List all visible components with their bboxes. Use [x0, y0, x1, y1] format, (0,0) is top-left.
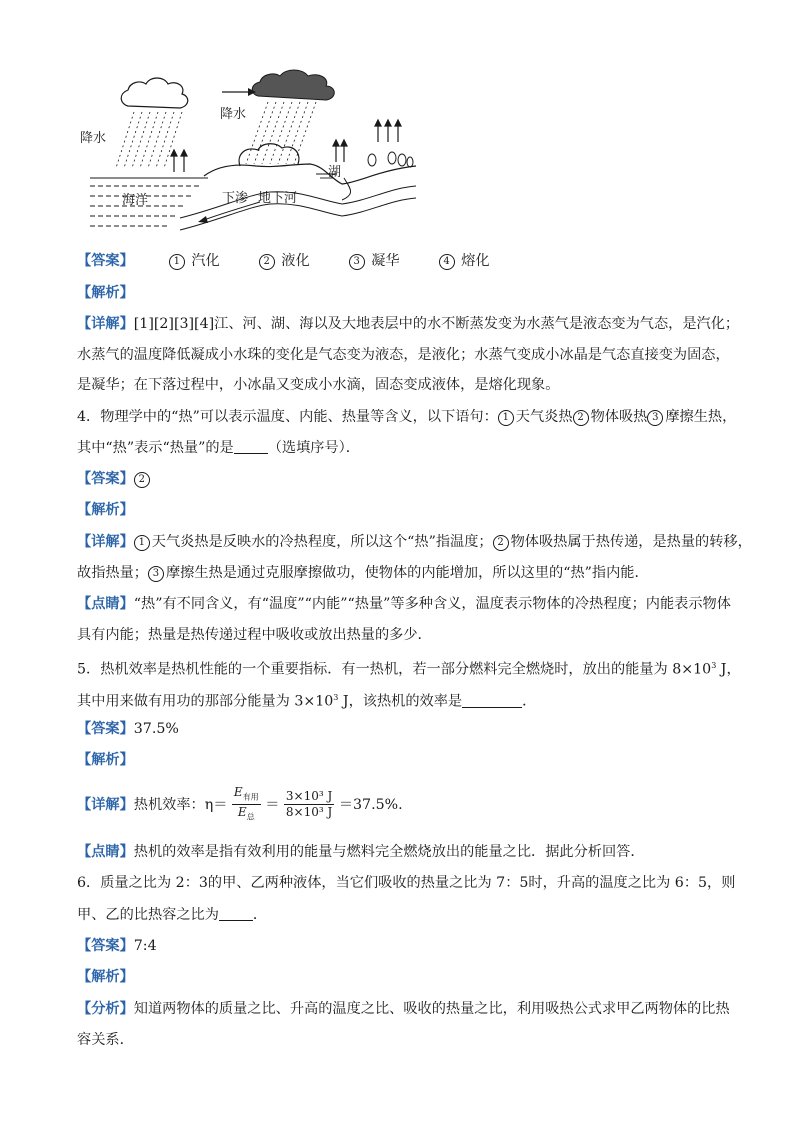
q5-analysis-line [77, 750, 134, 770]
q6-question-line-2 [77, 905, 267, 925]
q6-blank [219, 906, 253, 921]
right-cloud [252, 70, 334, 100]
answer-number-2: 2 [259, 254, 275, 270]
q4-question-line-2 [77, 438, 360, 458]
efficiency-fraction-1 [232, 785, 261, 825]
q4-detail-number-1: 1 [134, 535, 150, 551]
q5-answer: 37.5% [133, 721, 179, 737]
q4-answer-line [77, 469, 152, 489]
q6-stem-end: ． [252, 907, 268, 923]
q4-option-2-number: 2 [573, 410, 589, 426]
right-rain [246, 102, 316, 164]
left-rain [116, 112, 182, 168]
frac2-numerator: 3×10³ J [285, 789, 333, 804]
q4-option-3: 摩擦生热， [665, 409, 737, 425]
q4-stem-3: （选填序号）． [267, 440, 360, 456]
comment-tag: 【点睛】 [77, 596, 134, 612]
answer-2: 液化 [281, 253, 310, 269]
q5-comment-line [77, 842, 645, 862]
q4-option-1-number: 1 [498, 410, 514, 426]
analysis-tag: 【解析】 [77, 502, 134, 518]
q5-formula-result: ＝37.5%. [338, 796, 403, 813]
analysis2-tag: 【分析】 [77, 1001, 134, 1017]
detail-tag: 【详解】 [77, 316, 134, 332]
q4-stem-2: 其中“热”表示“热量”的是 [77, 440, 234, 456]
q6-analysis-text-line-1 [77, 999, 730, 1019]
q5-stem-1: 5．热机效率是热机性能的一个重要指标．有一热机，若一部分燃料完全燃烧时，放出的能量为 8×10 [77, 661, 712, 678]
label-seep: 下渗 [222, 191, 249, 206]
q4-stem: 4．物理学中的“热”可以表示温度、内能、热量等含义，以下语句： [77, 409, 498, 425]
q5-stem-2: J， [716, 661, 741, 678]
answer-tag: 【答案】 [77, 253, 134, 269]
q4-option-2: 物体吸热 [590, 409, 648, 425]
answer-1: 汽化 [191, 253, 220, 269]
q4-question-line-1 [77, 407, 736, 427]
trees [368, 152, 413, 167]
q5-stem-4: J，该热机的效率是 [338, 693, 463, 710]
q5-stem-5: ． [522, 693, 537, 710]
frac1-denominator-sub: 总 [246, 812, 255, 822]
q4-detail-line-1 [77, 532, 752, 552]
q5-exponent-2: 3 [333, 693, 339, 702]
answer-4: 熔化 [461, 253, 490, 269]
comment-tag: 【点睛】 [77, 844, 134, 860]
analysis-tag: 【解析】 [77, 285, 134, 301]
detail-tag: 【详解】 [77, 534, 134, 550]
efficiency-fraction-2 [284, 789, 334, 820]
q6-answer-line [77, 936, 157, 956]
q4-option-3-number: 3 [647, 410, 663, 426]
q4-comment-line-1 [77, 594, 731, 614]
q5-blank [462, 693, 522, 708]
q4-analysis-line [77, 500, 134, 520]
q4-detail-line-2 [77, 563, 649, 583]
label-rain-left: 降水 [80, 131, 107, 146]
q5-detail-formula: 【详解】热机效率：η＝ $\frac{E_{有用}}{E_总}$ ＝ $\frac{\text{3×10³ J}}{\text{8×10³ J}}$ ＝37.5%. [77, 785, 403, 825]
q6-analysis-line [77, 967, 134, 987]
q5-question-line-2 [77, 688, 536, 712]
analysis-tag: 【解析】 [77, 752, 134, 768]
detail-tag: 【详解】 [77, 796, 134, 813]
label-underground-river: 地下河 [258, 191, 298, 206]
q5-exponent-1: 3 [711, 661, 717, 670]
q3-detail-line-3: 是凝华；在下落过程中，小冰晶又变成小水滴，固态变成液体，是熔化现象。 [77, 377, 560, 393]
q3-analysis-line [77, 283, 134, 303]
label-ocean: 海洋 [122, 193, 149, 208]
q3-detail-line-2: 水蒸气的温度降低凝成小水珠的变化是气态变为液态，是液化；水蒸气变成小冰晶是气态直接变为固态， [77, 347, 730, 363]
q6-stem: 甲、乙的比热容之比为 [77, 907, 219, 923]
q5-answer-line [77, 719, 179, 739]
q4-answer-number: 2 [134, 472, 150, 488]
frac1-denominator: E [237, 805, 247, 820]
answer-3: 凝华 [371, 253, 400, 269]
q6-analysis-text-line-2: 容关系． [77, 1032, 134, 1048]
q3-detail-text-1: [1][2][3][4]江、河、湖、海以及大地表层中的水不断蒸发变为水蒸气是液态变为气态，是汽化； [133, 316, 740, 332]
q4-comment-text-1: “热”有不同含义，有“温度”“内能”“热量”等多种含义，温度表示物体的冷热程度；内能表示物体 [133, 596, 731, 612]
answer-tag: 【答案】 [77, 938, 134, 954]
label-rain-right: 降水 [220, 107, 247, 122]
q4-comment-line-2: 具有内能；热量是热传递过程中吸收或放出热量的多少． [77, 627, 432, 643]
q6-analysis-text-1: 知道两物体的质量之比、升高的温度之比、吸收的热量之比，利用吸热公式求甲乙两物体的比热 [133, 1001, 730, 1017]
label-lake: 湖 [328, 165, 342, 180]
frac2-denominator: 8×10³ J [285, 805, 333, 820]
analysis-tag: 【解析】 [77, 969, 134, 985]
q4-option-1: 天气炎热 [515, 409, 573, 425]
q3-answer-line [77, 251, 490, 271]
wind-arrow [222, 88, 256, 96]
water-cycle-diagram [80, 68, 416, 238]
q4-blank [234, 439, 268, 454]
q4-detail-text-4: 摩擦生热是通过克服摩擦做功，使物体的内能增加，所以这里的“热”指内能． [165, 565, 649, 581]
evaporation-arrows [171, 120, 401, 172]
answer-number-1: 1 [169, 254, 185, 270]
answer-number-4: 4 [439, 254, 455, 270]
answer-number-3: 3 [349, 254, 365, 270]
left-cloud [121, 78, 188, 108]
land [180, 144, 416, 230]
q4-detail-text-1: 天气炎热是反映水的冷热程度，所以这个“热”指温度； [151, 534, 493, 550]
q5-stem-3: 其中用来做有用功的那部分能量为 3×10 [77, 693, 334, 710]
q3-detail-line-1 [77, 314, 739, 334]
q6-answer: 7:4 [133, 938, 157, 954]
q5-formula-prefix: 热机效率：η＝ [133, 796, 228, 813]
ocean [90, 178, 208, 226]
answer-tag: 【答案】 [77, 721, 134, 737]
q6-question-line-1: 6．质量之比为 2：3的甲、乙两种液体，当它们吸收的热量之比为 7：5时，升高的温度之比为 6：5，则 [77, 875, 736, 891]
q5-question-line-1 [77, 656, 741, 680]
answer-tag: 【答案】 [77, 471, 134, 487]
frac1-numerator-sub: 有用 [242, 792, 259, 802]
q5-comment-text: 热机的效率是指有效利用的能量与燃料完全燃烧放出的能量之比．据此分析回答． [133, 844, 645, 860]
q4-detail-text-3: 故指热量； [77, 565, 148, 581]
q4-detail-text-2: 物体吸热属于热传递，是热量的转移， [510, 534, 752, 550]
q4-detail-number-2: 2 [493, 535, 509, 551]
frac1-numerator: E [233, 785, 243, 799]
q4-detail-number-3: 3 [148, 566, 164, 582]
